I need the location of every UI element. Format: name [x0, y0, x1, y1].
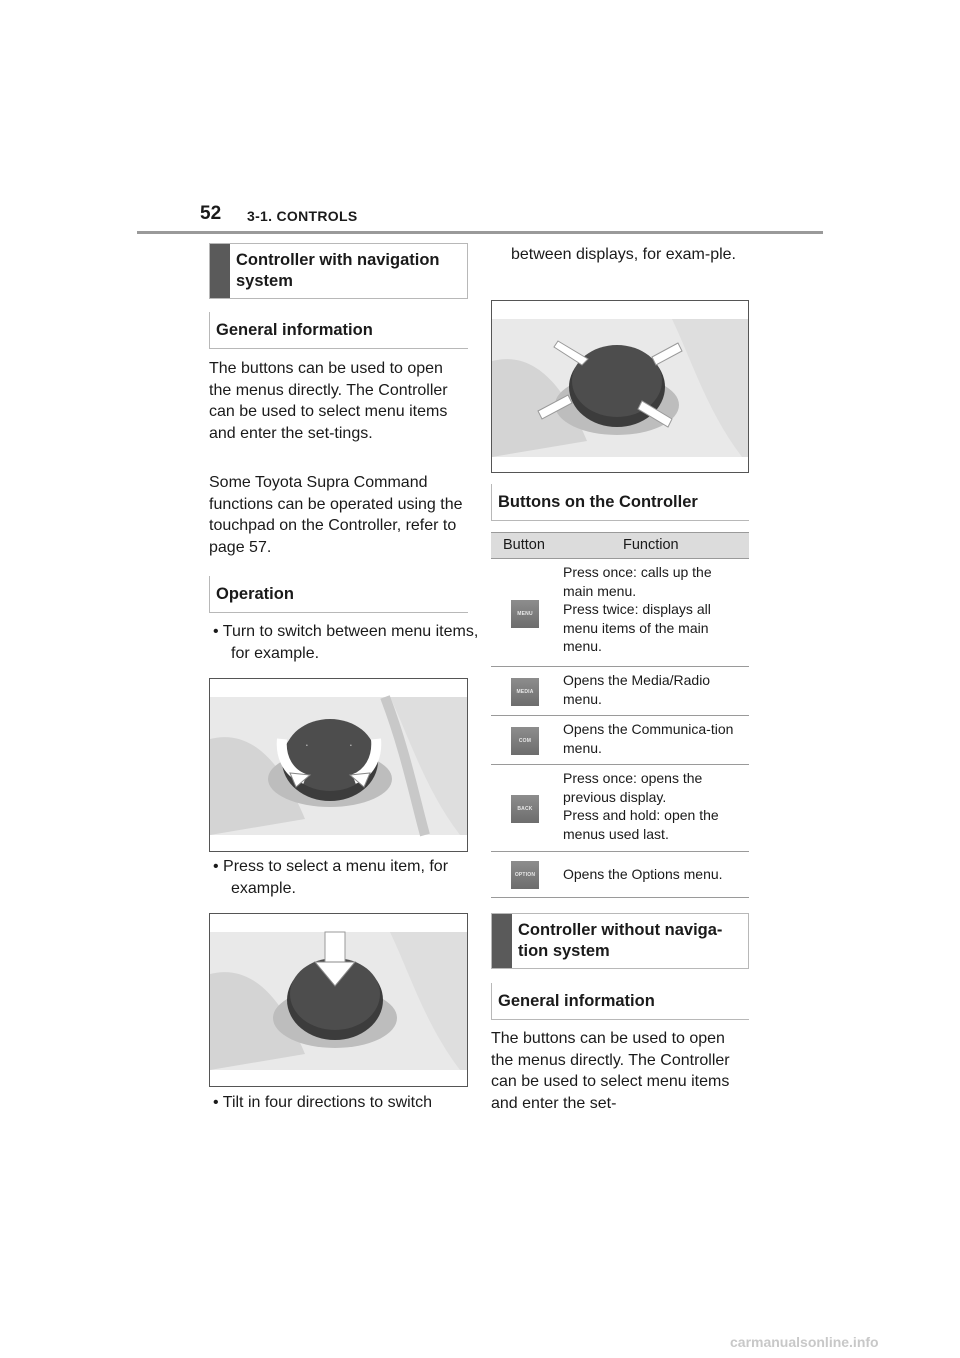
subheading-text: Buttons on the Controller: [498, 493, 698, 511]
paragraph-general-info-2: The buttons can be used to open the menus directly. The Controller can be used to select menu items and enter the set-: [491, 1030, 730, 1112]
desc-line: Press once: calls up the main menu.: [563, 564, 712, 599]
subheading-text: General information: [216, 321, 373, 339]
subheading-general-information: [209, 312, 468, 348]
subheading-rule: [209, 612, 468, 613]
watermark: carmanualsonline.info: [730, 1334, 879, 1350]
menu-button-icon: MENU: [511, 600, 539, 628]
controller-tilt-figure: [491, 300, 749, 473]
section-title: 3-1. CONTROLS: [247, 208, 358, 224]
table-row: [491, 852, 749, 898]
svg-text:•: •: [350, 743, 352, 749]
media-button-icon: MEDIA: [511, 678, 539, 706]
subheading-text: General information: [498, 992, 655, 1010]
bullet-turn: • Turn to switch between menu items, for example.: [213, 623, 479, 662]
row-description: [563, 671, 745, 708]
desc-line: Opens the Communica-tion menu.: [563, 721, 734, 756]
column-header-button: Button: [503, 537, 545, 553]
box-heading-text: Controller with navigation system: [236, 251, 440, 290]
subheading-buttons-controller: [491, 484, 749, 520]
subheading-rule: [491, 520, 749, 521]
box-heading-text: Controller without naviga-tion system: [518, 921, 723, 960]
desc-line: Opens the Media/Radio menu.: [563, 672, 711, 707]
subheading-rule: [491, 1019, 749, 1020]
controller-turn-figure: [209, 678, 468, 852]
table-row: [491, 559, 749, 667]
paragraph-touchpad: Some Toyota Supra Command functions can be operated using the touchpad on the Controller, refer to page 57.: [209, 474, 463, 556]
header-rule: [137, 231, 823, 234]
table-header: [491, 532, 749, 559]
row-description: [563, 563, 745, 656]
page-number: 52: [200, 203, 222, 224]
desc-line: Press twice: displays all menu items of the main menu.: [563, 601, 711, 654]
back-button-icon: BACK: [511, 795, 539, 823]
desc-line: Press and hold: open the menus used last.: [563, 807, 719, 842]
svg-text:•: •: [306, 743, 308, 749]
bullet-tilt: • Tilt in four directions to switch: [213, 1094, 433, 1111]
desc-line: Opens the Options menu.: [563, 866, 723, 882]
subheading-operation: [209, 576, 468, 612]
heading-bar: [210, 244, 230, 298]
row-description: [563, 865, 745, 884]
subheading-general-information-2: [491, 983, 749, 1019]
desc-line: Press once: opens the previous display.: [563, 770, 703, 805]
row-description: [563, 720, 745, 757]
bullet-press: • Press to select a menu item, for example.: [213, 858, 449, 897]
column-header-function: Function: [623, 537, 679, 553]
buttons-table: [491, 532, 749, 898]
heading-bar: [492, 914, 512, 968]
option-button-icon: OPTION: [511, 861, 539, 889]
subheading-text: Operation: [216, 585, 294, 603]
table-row: [491, 765, 749, 852]
table-row: [491, 667, 749, 716]
table-row: [491, 716, 749, 765]
paragraph-continued: between displays, for exam-ple.: [511, 246, 736, 263]
paragraph-general-info: The buttons can be used to open the menus directly. The Controller can be used to select menu items and enter the set-tings.: [209, 360, 448, 442]
section-box-heading: [209, 243, 468, 299]
subheading-rule: [209, 348, 468, 349]
section-box-heading: [491, 913, 749, 969]
row-description: [563, 769, 745, 843]
com-button-icon: COM: [511, 727, 539, 755]
controller-press-figure: [209, 913, 468, 1087]
